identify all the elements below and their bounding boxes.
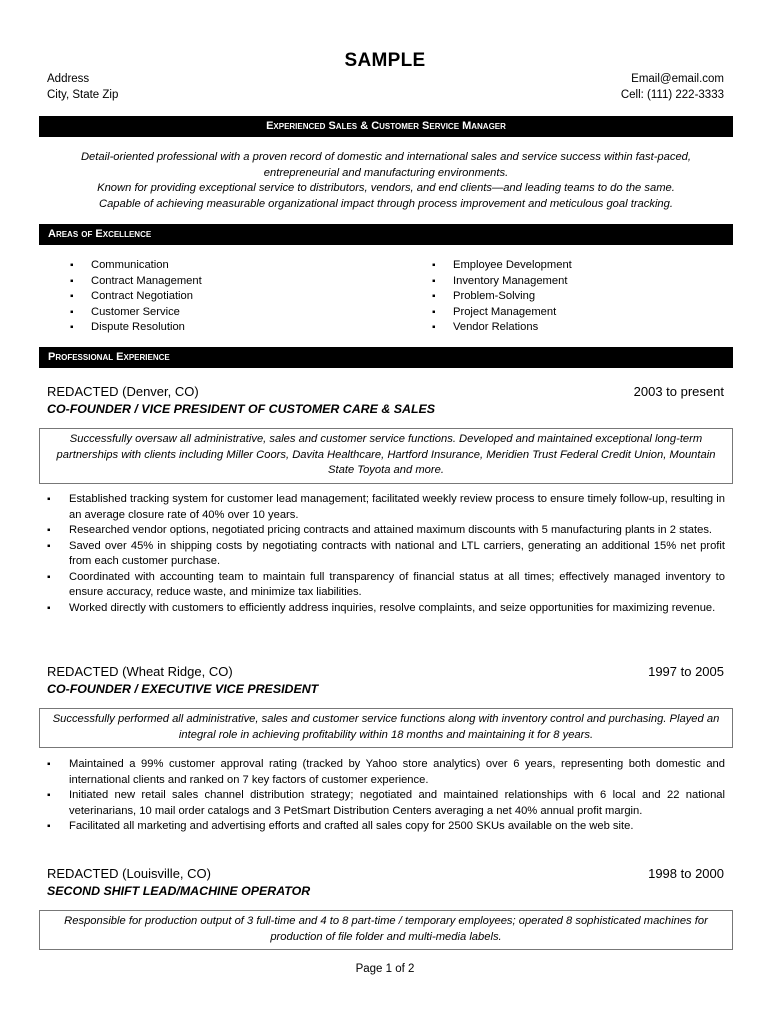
skill-item: ▪ Communication: [70, 258, 202, 274]
summary-line: Capable of achieving measurable organizational impact through process improvement and meticulous goal tracking.: [99, 197, 673, 210]
summary-block: [47, 150, 725, 212]
skills-list-left: [70, 258, 202, 336]
job-header: [47, 664, 724, 679]
job-bullet: ▪ Initiated new retail sales channel distribution strategy; negotiated and maintained relationships with 6 local and 22 national veterinarians, 10 mail order catalogs and 3 PetSmart Distribution Centers averaging a net 40% annual profit margin.: [47, 788, 725, 819]
skill-item: ▪ Problem-Solving: [432, 289, 572, 305]
summary-line: Detail-oriented professional with a proven record of domestic and international sales and service success within fast-paced, entrepreneurial and manufacturing environments.: [80, 151, 692, 179]
job-title: CO-FOUNDER / VICE PRESIDENT OF CUSTOMER CARE & SALES: [47, 402, 436, 416]
job-bullets: [47, 492, 725, 616]
skill-item: ▪ Customer Service: [70, 305, 202, 321]
job-summary-box: [39, 428, 733, 484]
job-dates: 1998 to 2000: [648, 866, 724, 881]
job-company: REDACTED (Wheat Ridge, CO): [47, 664, 233, 679]
job-bullet: ▪ Saved over 45% in shipping costs by negotiating contracts with national and LTL carriers, generating an additional 15% net profit from each customer purchase.: [47, 539, 725, 570]
job-summary: Successfully oversaw all administrative, sales and customer service functions. Developed and maintained exceptional long-term partnerships with clients including Miller Coors, Davita Healthcare, Hartford Insurance, Meridien Trust Federal Credit Union, Mountain State Toyota and more.: [56, 433, 716, 476]
skill-item: ▪ Inventory Management: [432, 274, 572, 290]
job-company: REDACTED (Denver, CO): [47, 384, 199, 399]
job-bullet: ▪ Coordinated with accounting team to maintain full transparency of financial status at all times; effectively managed inventory to ensure accuracy, reduce waste, and minimize tax liabilities.: [47, 570, 725, 601]
job-summary-box: [39, 708, 733, 748]
areas-heading: Areas of Excellence: [48, 228, 152, 240]
skill-item: ▪ Dispute Resolution: [70, 320, 202, 336]
areas-heading-bar: [39, 224, 733, 245]
job-bullets: [47, 757, 725, 835]
job-company: REDACTED (Louisville, CO): [47, 866, 211, 881]
job-header: [47, 866, 724, 881]
skill-item: ▪ Contract Management: [70, 274, 202, 290]
job-header: [47, 384, 724, 399]
summary-line: Known for providing exceptional service to distributors, vendors, and end clients—and leading teams to do the same.: [97, 182, 675, 194]
contact-address: [47, 72, 118, 103]
job-bullet: ▪ Established tracking system for customer lead management; facilitated weekly review process to ensure timely follow-up, resulting in an average closure rate of 40% over 10 years.: [47, 492, 725, 523]
job-summary: Successfully performed all administrative, sales and customer service functions along with inventory control and purchasing. Played an integral role in achieving profitability within 18 months and maintaining it for 8 years.: [52, 713, 720, 741]
job-title: CO-FOUNDER / EXECUTIVE VICE PRESIDENT: [47, 682, 319, 696]
contact-details: [621, 72, 724, 103]
address-line-2: City, State Zip: [47, 88, 119, 101]
job-summary-box: [39, 910, 733, 950]
job-bullet: ▪ Worked directly with customers to efficiently address inquiries, resolve complaints, and seize opportunities for maximizing revenue.: [47, 601, 725, 617]
skill-item: ▪ Project Management: [432, 305, 572, 321]
job-summary: Responsible for production output of 3 full-time and 4 to 8 part-time / temporary employees; operated 8 sophisticated machines for production of file folder and multi-media labels.: [64, 915, 708, 943]
address-line-1: Address: [47, 73, 90, 85]
skill-item: ▪ Employee Development: [432, 258, 572, 274]
page-title: SAMPLE: [344, 50, 426, 71]
experience-heading: Professional Experience: [48, 351, 170, 363]
skills-list-right: [432, 258, 572, 336]
experience-heading-bar: [39, 347, 733, 368]
job-title: SECOND SHIFT LEAD/MACHINE OPERATOR: [47, 884, 311, 898]
job-bullet: ▪ Maintained a 99% customer approval rating (tracked by Yahoo store analytics) over 6 years, representing both domestic and international clients and ranked on 7 key factors of customer experience.: [47, 757, 725, 788]
job-bullet: ▪ Researched vendor options, negotiated pricing contracts and attained maximum discounts with 5 manufacturing plants in 2 states.: [47, 523, 725, 539]
cell-text: Cell: (111) 222-3333: [620, 88, 724, 101]
skill-item: ▪ Vendor Relations: [432, 320, 572, 336]
job-dates: 2003 to present: [633, 384, 724, 399]
job-dates: 1997 to 2005: [648, 664, 724, 679]
headline-bar: [39, 116, 733, 137]
page-number: Page 1 of 2: [355, 963, 415, 975]
headline-text: Experienced Sales & Customer Service Manager: [266, 120, 506, 132]
job-bullet: ▪ Facilitated all marketing and advertising efforts and crafted all sales copy for 2500 SKUs available on the web site.: [47, 819, 725, 835]
skill-item: ▪ Contract Negotiation: [70, 289, 202, 305]
email-text: Email@email.com: [631, 73, 724, 85]
